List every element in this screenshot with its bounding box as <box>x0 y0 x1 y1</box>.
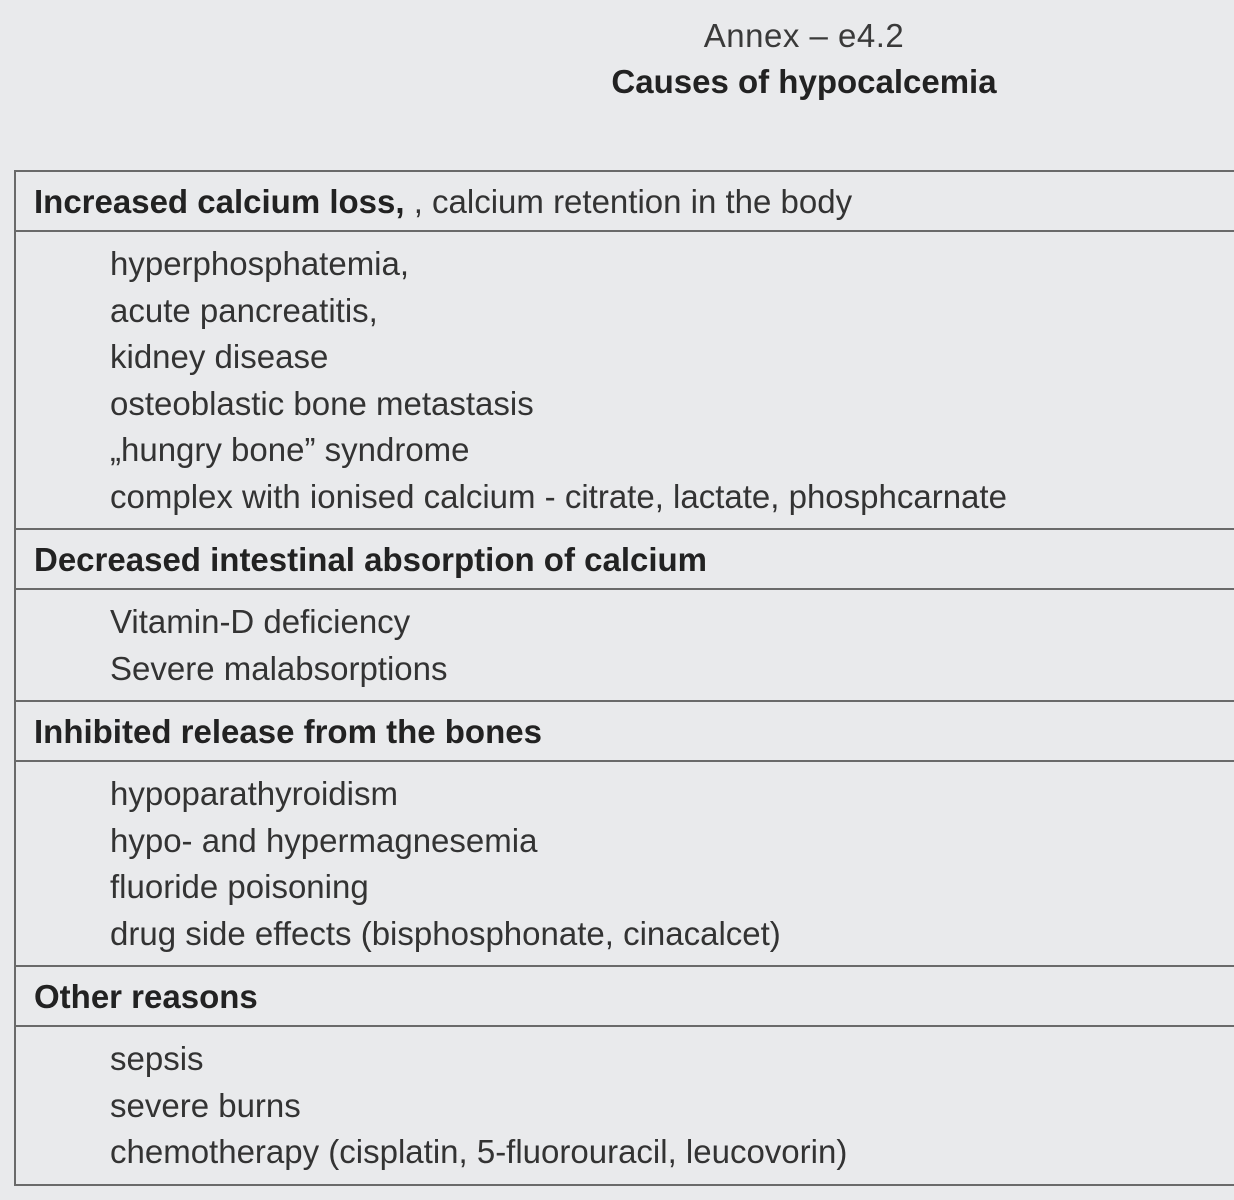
document-header <box>0 12 1234 104</box>
list-item: severe burns <box>110 1086 301 1124</box>
document-title: Causes of hypocalcemia <box>611 63 997 100</box>
list-item: kidney disease <box>110 338 329 375</box>
list-item: „hungry bone” syndrome <box>110 431 470 468</box>
list-item: hypo- and hypermagnesemia <box>110 821 538 859</box>
list-item: hyperphosphatemia, <box>110 245 410 282</box>
section-heading-rest: , calcium retention in the body <box>404 183 853 220</box>
list-item: Severe malabsorptions <box>110 649 448 687</box>
annex-label: Annex – e4.2 <box>703 17 905 54</box>
section-body-intestinal-absorption <box>16 590 1234 702</box>
section-heading-other-reasons <box>16 967 1234 1027</box>
section-heading-bone-release <box>16 702 1234 762</box>
section-heading-intestinal-absorption <box>16 530 1234 590</box>
section-heading-bold: Decreased intestinal absorption of calcium <box>34 541 708 578</box>
section-heading-bold: Inhibited release from the bones <box>34 713 542 750</box>
list-item: chemotherapy (cisplatin, 5-fluorouracil, leucovorin) <box>110 1133 848 1170</box>
causes-table <box>14 170 1234 1186</box>
section-body-bone-release <box>16 762 1234 967</box>
list-item: acute pancreatitis, <box>110 291 378 329</box>
list-item: Vitamin-D deficiency <box>110 603 411 640</box>
list-item: osteoblastic bone metastasis <box>110 384 534 422</box>
section-body-calcium-loss <box>16 232 1234 530</box>
section-heading-calcium-loss <box>16 172 1234 232</box>
list-item: drug side effects (bisphosphonate, cinacalcet) <box>110 914 781 952</box>
list-item: fluoride poisoning <box>110 868 369 905</box>
list-item: sepsis <box>110 1040 204 1077</box>
section-heading-bold: Other reasons <box>34 978 258 1015</box>
section-body-other-reasons <box>16 1027 1234 1184</box>
section-heading-bold: Increased calcium loss, <box>34 183 405 220</box>
list-item: hypoparathyroidism <box>110 775 398 812</box>
list-item: complex with ionised calcium - citrate, lactate, phosphcarnate <box>110 477 1007 515</box>
